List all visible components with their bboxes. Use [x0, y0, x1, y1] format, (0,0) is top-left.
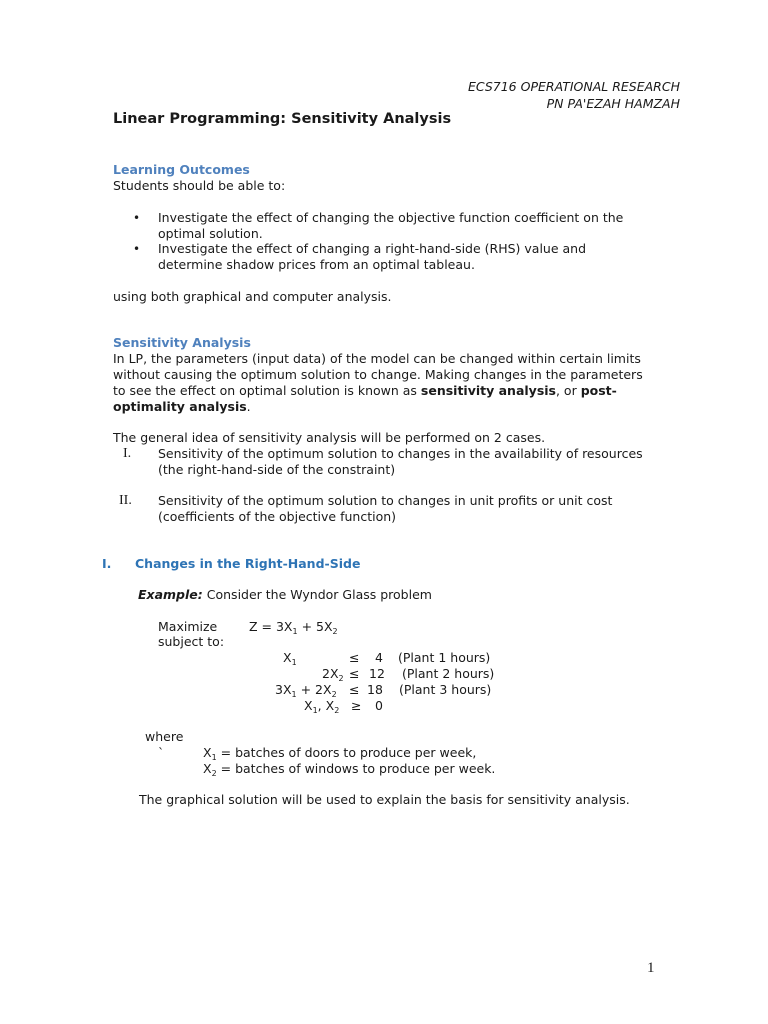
case-number: I. [123, 446, 132, 461]
sensitivity-para-line-2: without causing the optimum solution to change. Making changes in the parameters [113, 367, 643, 382]
constraint-1-op: ≤ [349, 650, 360, 665]
constraint-1-note: (Plant 1 hours) [398, 650, 491, 665]
learning-outcomes-intro: Students should be able to: [113, 178, 286, 193]
bullet-1-line-1: Investigate the effect of changing the objective function coefficient on the [158, 210, 624, 225]
constraint-2-note: (Plant 2 hours) [402, 666, 495, 681]
constraint-3-rhs: 18 [367, 682, 383, 697]
sensitivity-para-line-3: to see the effect on optimal solution is known as sensitivity analysis, or post- [113, 383, 617, 398]
constraint-3-lhs: $3X_1 + 2X_2$ [275, 682, 337, 699]
learning-outcomes-heading: Learning Outcomes [113, 162, 250, 177]
bullet-2-line-1: Investigate the effect of changing a right-hand-side (RHS) value and [158, 241, 587, 256]
constraint-4-rhs: 0 [375, 698, 383, 713]
case-1-line-2: (the right-hand-side of the constraint) [158, 462, 396, 477]
constraint-1-rhs: 4 [375, 650, 383, 665]
case-1-line-1: Sensitivity of the optimum solution to changes in the availability of resources [158, 446, 643, 461]
where-label: where [145, 729, 184, 744]
example-line: Example: Consider the Wyndor Glass problem [138, 587, 432, 602]
page-number: 1 [647, 960, 655, 976]
subject-to-label: subject to: [158, 634, 225, 649]
case-2-line-1: Sensitivity of the optimum solution to changes in unit profits or unit cost [158, 493, 613, 508]
tick-mark: ` [158, 745, 165, 760]
author-header: PN PA'EZAH HAMZAH [546, 96, 680, 111]
sensitivity-heading: Sensitivity Analysis [113, 335, 251, 350]
bullet-2-line-2: determine shadow prices from an optimal tableau. [158, 257, 475, 272]
constraint-2-lhs: $2X_2$ [322, 666, 344, 683]
constraint-4-op: ≥ [351, 698, 362, 713]
section-number: I. [102, 556, 112, 571]
section-heading: Changes in the Right-Hand-Side [135, 556, 361, 571]
maximize-label: Maximize [158, 619, 218, 634]
constraint-4-lhs: $X_1$, $X_2$ [304, 698, 340, 715]
constraint-2-rhs: 12 [369, 666, 385, 681]
example-label: Example: [138, 587, 203, 602]
term-post-optimality-analysis: optimality analysis [113, 399, 247, 414]
cases-intro: The general idea of sensitivity analysis will be performed on 2 cases. [113, 430, 546, 445]
bullet-icon: • [133, 242, 141, 256]
case-number: II. [119, 493, 132, 508]
term-sensitivity-analysis: sensitivity analysis [420, 383, 556, 398]
bullet-icon: • [133, 211, 141, 225]
case-2-line-2: (coefficients of the objective function) [158, 509, 397, 524]
definition-x1: $X_1$ = batches of doors to produce per week, [203, 745, 477, 762]
constraint-3-note: (Plant 3 hours) [399, 682, 492, 697]
learning-outcomes-closing: using both graphical and computer analysis. [113, 289, 392, 304]
sensitivity-para-line-4: optimality analysis. [113, 399, 251, 414]
constraint-3-op: ≤ [349, 682, 360, 697]
section-closing: The graphical solution will be used to explain the basis for sensitivity analysis. [139, 792, 630, 807]
constraint-1-lhs: $X_1$ [283, 650, 297, 667]
page-title: Linear Programming: Sensitivity Analysis [113, 111, 452, 127]
constraint-2-op: ≤ [349, 666, 360, 681]
bullet-1-line-2: optimal solution. [158, 226, 263, 241]
definition-x2: $X_2$ = batches of windows to produce per week. [203, 761, 496, 778]
sensitivity-para-line-1: In LP, the parameters (input data) of the model can be changed within certain limits [113, 351, 641, 366]
course-header: ECS716 OPERATIONAL RESEARCH [467, 79, 680, 94]
objective-function: $Z = 3X_1 + 5X_2$ [249, 619, 338, 636]
